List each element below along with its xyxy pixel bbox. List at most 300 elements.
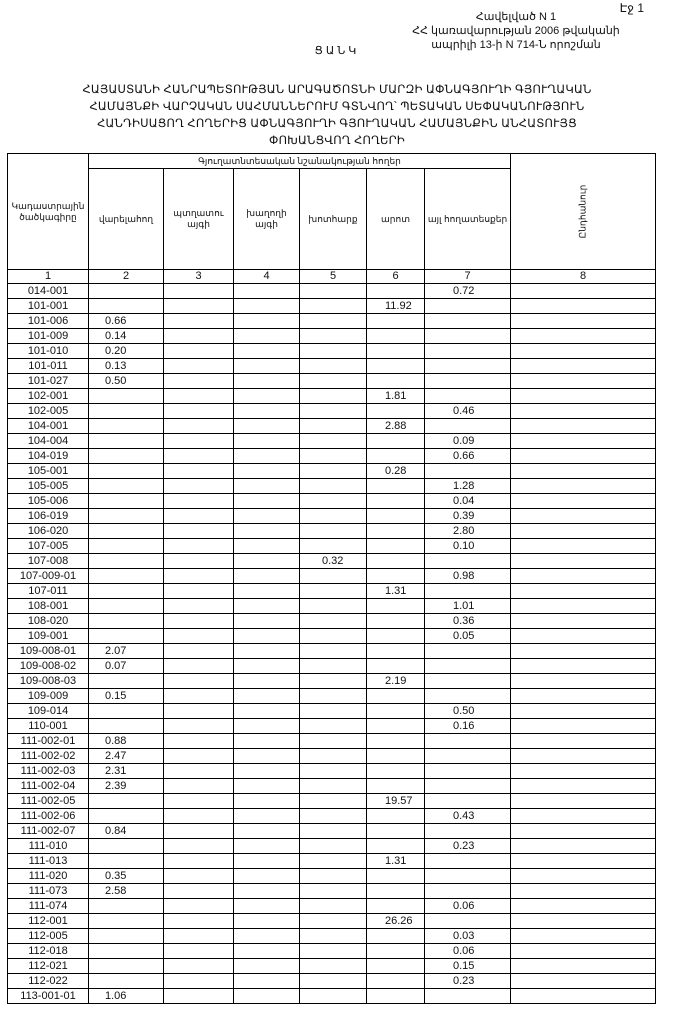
land-table (7, 153, 656, 1004)
table-row (8, 314, 656, 329)
other-land-cell: 1.01 (425, 599, 511, 614)
arable-cell (89, 944, 164, 959)
pasture-cell (367, 329, 425, 344)
arable-cell (89, 539, 164, 554)
other-land-cell: 0.43 (425, 809, 511, 824)
orchard-cell (164, 734, 234, 749)
table-row (8, 284, 656, 299)
arable-cell (89, 479, 164, 494)
table-row (8, 464, 656, 479)
orchard-cell (164, 479, 234, 494)
table-row (8, 404, 656, 419)
column-number: 2 (89, 270, 164, 284)
total-cell (511, 749, 656, 764)
table-row (8, 914, 656, 929)
vineyard-cell (234, 404, 300, 419)
orchard-cell (164, 599, 234, 614)
pasture-cell (367, 944, 425, 959)
table-row (8, 809, 656, 824)
vineyard-cell (234, 839, 300, 854)
total-cell (511, 389, 656, 404)
vineyard-cell (234, 989, 300, 1004)
other-land-cell (425, 869, 511, 884)
table-body (8, 284, 656, 1004)
header-pasture: արոտ (367, 169, 425, 270)
hayfield-cell (300, 854, 367, 869)
total-cell (511, 719, 656, 734)
total-cell (511, 989, 656, 1004)
column-number: 5 (300, 270, 367, 284)
pasture-cell: 11.92 (367, 299, 425, 314)
hayfield-cell (300, 719, 367, 734)
pasture-cell (367, 434, 425, 449)
cadastre-code-cell: 014-001 (8, 284, 89, 299)
pasture-cell (367, 899, 425, 914)
orchard-cell (164, 809, 234, 824)
pasture-cell (367, 524, 425, 539)
orchard-cell (164, 524, 234, 539)
total-cell (511, 344, 656, 359)
other-land-cell (425, 884, 511, 899)
cadastre-code-cell: 109-001 (8, 629, 89, 644)
orchard-cell (164, 389, 234, 404)
header-cadastre: Կադաստրային ծածկագիրը (8, 154, 89, 270)
cadastre-code-cell: 111-073 (8, 884, 89, 899)
pasture-cell (367, 569, 425, 584)
orchard-cell (164, 749, 234, 764)
pasture-cell (367, 284, 425, 299)
arable-cell (89, 464, 164, 479)
hayfield-cell (300, 494, 367, 509)
orchard-cell (164, 794, 234, 809)
vineyard-cell (234, 554, 300, 569)
hayfield-cell (300, 509, 367, 524)
total-cell (511, 554, 656, 569)
cadastre-code-cell: 106-019 (8, 509, 89, 524)
vineyard-cell (234, 329, 300, 344)
pasture-cell (367, 494, 425, 509)
vineyard-cell (234, 449, 300, 464)
table-row (8, 599, 656, 614)
cadastre-code-cell: 108-020 (8, 614, 89, 629)
other-land-cell: 0.50 (425, 704, 511, 719)
orchard-cell (164, 374, 234, 389)
table-row (8, 419, 656, 434)
arable-cell (89, 299, 164, 314)
table-row (8, 974, 656, 989)
vineyard-cell (234, 539, 300, 554)
pasture-cell (367, 749, 425, 764)
orchard-cell (164, 554, 234, 569)
orchard-cell (164, 629, 234, 644)
other-land-cell: 0.15 (425, 959, 511, 974)
other-land-cell (425, 854, 511, 869)
pasture-cell (367, 539, 425, 554)
hayfield-cell (300, 344, 367, 359)
total-cell (511, 314, 656, 329)
pasture-cell (367, 344, 425, 359)
total-cell (511, 404, 656, 419)
pasture-cell (367, 929, 425, 944)
hayfield-cell (300, 824, 367, 839)
table-row (8, 524, 656, 539)
table-row (8, 644, 656, 659)
total-cell (511, 479, 656, 494)
cadastre-code-cell: 111-002-01 (8, 734, 89, 749)
page-number: Էջ 1 (619, 1, 644, 15)
orchard-cell (164, 494, 234, 509)
vineyard-cell (234, 344, 300, 359)
hayfield-cell (300, 404, 367, 419)
hayfield-cell (300, 464, 367, 479)
table-row (8, 794, 656, 809)
table-row (8, 614, 656, 629)
hayfield-cell (300, 449, 367, 464)
arable-cell: 2.39 (89, 779, 164, 794)
table-row (8, 989, 656, 1004)
vineyard-cell (234, 659, 300, 674)
orchard-cell (164, 284, 234, 299)
cadastre-code-cell: 112-021 (8, 959, 89, 974)
other-land-cell: 0.03 (425, 929, 511, 944)
orchard-cell (164, 689, 234, 704)
table-row (8, 764, 656, 779)
other-land-cell: 0.04 (425, 494, 511, 509)
total-cell (511, 494, 656, 509)
arable-cell (89, 419, 164, 434)
vineyard-cell (234, 719, 300, 734)
arable-cell (89, 404, 164, 419)
total-cell (511, 779, 656, 794)
orchard-cell (164, 869, 234, 884)
other-land-cell: 0.23 (425, 974, 511, 989)
cadastre-code-cell: 109-008-01 (8, 644, 89, 659)
column-number: 1 (8, 270, 89, 284)
cadastre-code-cell: 104-019 (8, 449, 89, 464)
other-land-cell (425, 314, 511, 329)
vineyard-cell (234, 614, 300, 629)
column-number-row (8, 270, 656, 284)
pasture-cell (367, 974, 425, 989)
other-land-cell: 0.39 (425, 509, 511, 524)
annex-line-2: ՀՀ կառավարության 2006 թվականի (412, 25, 620, 37)
cadastre-code-cell: 112-018 (8, 944, 89, 959)
other-land-cell: 0.98 (425, 569, 511, 584)
arable-cell: 0.15 (89, 689, 164, 704)
total-cell (511, 329, 656, 344)
table-row (8, 659, 656, 674)
cadastre-code-cell: 109-014 (8, 704, 89, 719)
cadastre-code-cell: 111-020 (8, 869, 89, 884)
cadastre-code-cell: 107-009-01 (8, 569, 89, 584)
pasture-cell (367, 824, 425, 839)
header-arable: վարելահող (89, 169, 164, 270)
arable-cell (89, 959, 164, 974)
cadastre-code-cell: 107-005 (8, 539, 89, 554)
orchard-cell (164, 449, 234, 464)
vineyard-cell (234, 494, 300, 509)
table-row (8, 854, 656, 869)
hayfield-cell (300, 314, 367, 329)
table-row (8, 929, 656, 944)
arable-cell (89, 569, 164, 584)
total-cell (511, 464, 656, 479)
other-land-cell (425, 419, 511, 434)
table-row (8, 539, 656, 554)
arable-cell: 1.06 (89, 989, 164, 1004)
total-cell (511, 884, 656, 899)
cadastre-code-cell: 112-005 (8, 929, 89, 944)
vineyard-cell (234, 869, 300, 884)
total-cell (511, 449, 656, 464)
cadastre-code-cell: 101-011 (8, 359, 89, 374)
table-row (8, 344, 656, 359)
total-cell (511, 674, 656, 689)
cadastre-code-cell: 109-008-02 (8, 659, 89, 674)
total-cell (511, 734, 656, 749)
hayfield-cell (300, 614, 367, 629)
cadastre-code-cell: 112-022 (8, 974, 89, 989)
table-row (8, 689, 656, 704)
table-row (8, 434, 656, 449)
arable-cell (89, 899, 164, 914)
hayfield-cell (300, 599, 367, 614)
table-row (8, 509, 656, 524)
total-cell (511, 359, 656, 374)
vineyard-cell (234, 749, 300, 764)
vineyard-cell (234, 974, 300, 989)
total-cell (511, 704, 656, 719)
cadastre-code-cell: 111-002-03 (8, 764, 89, 779)
hayfield-cell (300, 434, 367, 449)
hayfield-cell (300, 959, 367, 974)
cadastre-code-cell: 101-001 (8, 299, 89, 314)
table-row (8, 824, 656, 839)
cadastre-code-cell: 109-008-03 (8, 674, 89, 689)
orchard-cell (164, 614, 234, 629)
cadastre-code-cell: 111-002-02 (8, 749, 89, 764)
vineyard-cell (234, 704, 300, 719)
total-cell (511, 644, 656, 659)
pasture-cell (367, 959, 425, 974)
header-vineyard: խաղողի այգի (234, 169, 300, 270)
vineyard-cell (234, 374, 300, 389)
other-land-cell (425, 749, 511, 764)
cadastre-code-cell: 111-074 (8, 899, 89, 914)
pasture-cell: 2.19 (367, 674, 425, 689)
vineyard-cell (234, 629, 300, 644)
table-row (8, 554, 656, 569)
table-row (8, 869, 656, 884)
arable-cell: 2.31 (89, 764, 164, 779)
arable-cell: 2.47 (89, 749, 164, 764)
arable-cell: 0.13 (89, 359, 164, 374)
pasture-cell (367, 734, 425, 749)
pasture-cell (367, 374, 425, 389)
other-land-cell (425, 824, 511, 839)
orchard-cell (164, 434, 234, 449)
pasture-cell (367, 449, 425, 464)
list-heading: ՑԱՆԿ (314, 45, 360, 57)
vineyard-cell (234, 359, 300, 374)
header-orchard: պտղատու այգի (164, 169, 234, 270)
cadastre-code-cell: 112-001 (8, 914, 89, 929)
vineyard-cell (234, 314, 300, 329)
table-row (8, 959, 656, 974)
pasture-cell (367, 644, 425, 659)
header-agri-group: Գյուղատնտեսական նշանակության հողեր (89, 154, 511, 169)
orchard-cell (164, 839, 234, 854)
cadastre-code-cell: 107-011 (8, 584, 89, 599)
orchard-cell (164, 674, 234, 689)
vineyard-cell (234, 584, 300, 599)
arable-cell (89, 284, 164, 299)
table-row (8, 299, 656, 314)
table-row (8, 569, 656, 584)
cadastre-code-cell: 111-002-04 (8, 779, 89, 794)
pasture-cell (367, 989, 425, 1004)
other-land-cell: 0.23 (425, 839, 511, 854)
cadastre-code-cell: 113-001-01 (8, 989, 89, 1004)
arable-cell (89, 434, 164, 449)
cadastre-code-cell: 111-002-06 (8, 809, 89, 824)
pasture-cell (367, 404, 425, 419)
other-land-cell (425, 374, 511, 389)
total-cell (511, 629, 656, 644)
total-cell (511, 824, 656, 839)
cadastre-code-cell: 110-001 (8, 719, 89, 734)
arable-cell (89, 584, 164, 599)
pasture-cell (367, 809, 425, 824)
hayfield-cell (300, 629, 367, 644)
other-land-cell (425, 359, 511, 374)
cadastre-code-cell: 111-013 (8, 854, 89, 869)
hayfield-cell: 0.32 (300, 554, 367, 569)
orchard-cell (164, 314, 234, 329)
pasture-cell (367, 779, 425, 794)
other-land-cell: 0.16 (425, 719, 511, 734)
arable-cell (89, 794, 164, 809)
hayfield-cell (300, 479, 367, 494)
vineyard-cell (234, 809, 300, 824)
arable-cell: 0.35 (89, 869, 164, 884)
cadastre-code-cell: 105-005 (8, 479, 89, 494)
table-row (8, 839, 656, 854)
table-row (8, 449, 656, 464)
hayfield-cell (300, 329, 367, 344)
other-land-cell (425, 689, 511, 704)
total-cell (511, 869, 656, 884)
cadastre-code-cell: 101-006 (8, 314, 89, 329)
orchard-cell (164, 359, 234, 374)
other-land-cell (425, 389, 511, 404)
vineyard-cell (234, 914, 300, 929)
total-cell (511, 794, 656, 809)
other-land-cell: 0.46 (425, 404, 511, 419)
cadastre-code-cell: 105-006 (8, 494, 89, 509)
cadastre-code-cell: 102-005 (8, 404, 89, 419)
total-cell (511, 614, 656, 629)
hayfield-cell (300, 584, 367, 599)
table-row (8, 629, 656, 644)
total-cell (511, 944, 656, 959)
pasture-cell (367, 554, 425, 569)
pasture-cell (367, 614, 425, 629)
column-number: 4 (234, 270, 300, 284)
other-land-cell (425, 644, 511, 659)
cadastre-code-cell: 105-001 (8, 464, 89, 479)
other-land-cell (425, 674, 511, 689)
arable-cell: 0.50 (89, 374, 164, 389)
cadastre-code-cell: 101-027 (8, 374, 89, 389)
table-row (8, 899, 656, 914)
table-row (8, 779, 656, 794)
other-land-cell (425, 299, 511, 314)
pasture-cell: 26.26 (367, 914, 425, 929)
cadastre-code-cell: 111-002-07 (8, 824, 89, 839)
table-row (8, 704, 656, 719)
other-land-cell: 0.09 (425, 434, 511, 449)
other-land-cell: 0.36 (425, 614, 511, 629)
pasture-cell (367, 764, 425, 779)
total-cell (511, 929, 656, 944)
arable-cell (89, 974, 164, 989)
hayfield-cell (300, 419, 367, 434)
cadastre-code-cell: 101-009 (8, 329, 89, 344)
vineyard-cell (234, 779, 300, 794)
pasture-cell (367, 719, 425, 734)
vineyard-cell (234, 794, 300, 809)
arable-cell (89, 389, 164, 404)
total-cell (511, 659, 656, 674)
vineyard-cell (234, 389, 300, 404)
hayfield-cell (300, 734, 367, 749)
vineyard-cell (234, 434, 300, 449)
other-land-cell: 0.05 (425, 629, 511, 644)
column-number: 7 (425, 270, 511, 284)
column-number: 6 (367, 270, 425, 284)
arable-cell: 0.14 (89, 329, 164, 344)
vineyard-cell (234, 764, 300, 779)
arable-cell: 0.84 (89, 824, 164, 839)
arable-cell: 0.20 (89, 344, 164, 359)
table-row (8, 719, 656, 734)
hayfield-cell (300, 749, 367, 764)
other-land-cell (425, 554, 511, 569)
table-row (8, 944, 656, 959)
total-cell (511, 974, 656, 989)
arable-cell (89, 809, 164, 824)
hayfield-cell (300, 659, 367, 674)
table-row (8, 674, 656, 689)
orchard-cell (164, 644, 234, 659)
table-row (8, 359, 656, 374)
orchard-cell (164, 974, 234, 989)
pasture-cell (367, 359, 425, 374)
other-land-cell (425, 764, 511, 779)
header-other: այլ հողատեսքեր (425, 169, 511, 270)
table-row (8, 584, 656, 599)
column-number: 8 (511, 270, 656, 284)
total-cell (511, 899, 656, 914)
arable-cell (89, 494, 164, 509)
pasture-cell (367, 884, 425, 899)
arable-cell (89, 674, 164, 689)
orchard-cell (164, 989, 234, 1004)
cadastre-code-cell: 104-001 (8, 419, 89, 434)
hayfield-cell (300, 899, 367, 914)
other-land-cell (425, 329, 511, 344)
